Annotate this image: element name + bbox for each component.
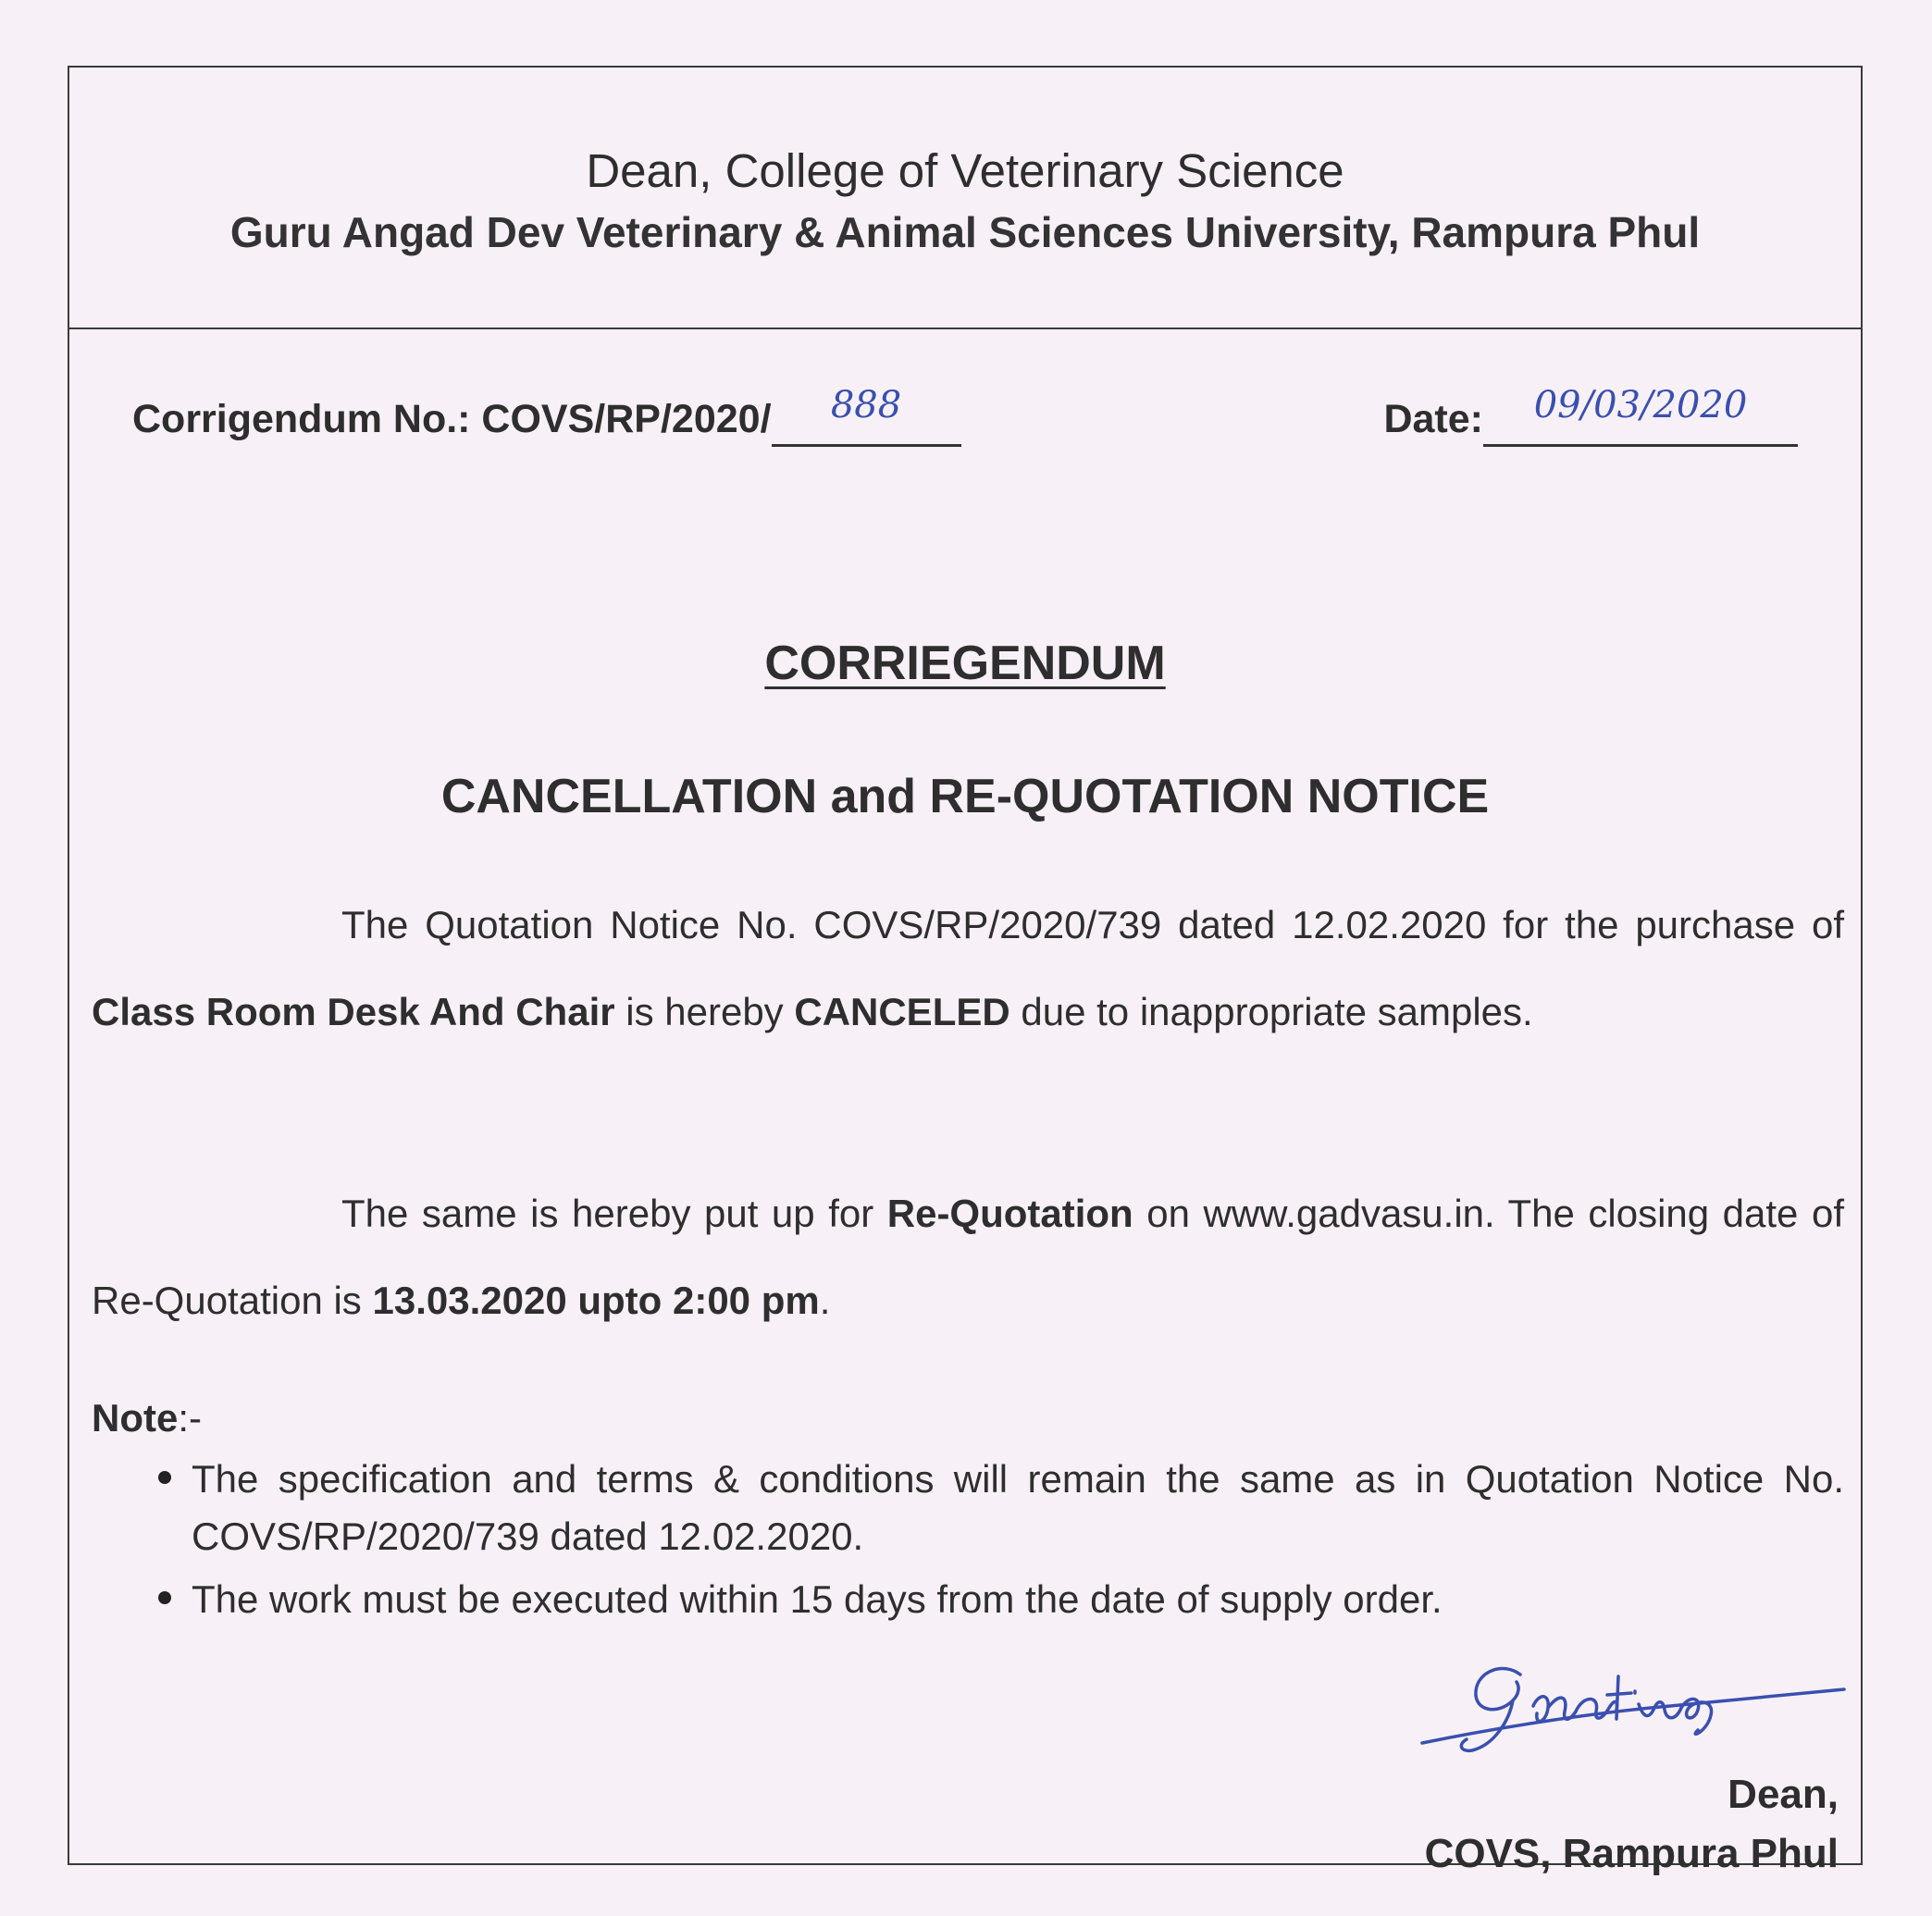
letterhead [69, 68, 1861, 329]
date-reference [1383, 384, 1798, 447]
cancellation-paragraph [92, 882, 1844, 1056]
letterhead-university: Guru Angad Dev Veterinary & Animal Sciences University, Rampura Phul [229, 208, 1701, 256]
notice-heading: CANCELLATION and RE-QUOTATION NOTICE [440, 770, 1490, 823]
corrigendum-number-field [772, 384, 961, 447]
corrigendum-heading-text: CORRIEGENDUM [764, 637, 1166, 690]
list-item [92, 1571, 1844, 1628]
p2-text-3: . [819, 1279, 831, 1322]
signatory-title: Dean, [1728, 1772, 1839, 1817]
note-item-text: The specification and terms & conditions will remain the same as in Quotation Notice No. COVS/RP/2020/739 dated 12.02.2020. [192, 1457, 1844, 1558]
p1-text-1: The Quotation Notice No. COVS/RP/2020/739 dated 12.02.2020 for the purchase of [341, 903, 1844, 946]
date-field [1483, 384, 1798, 447]
handwritten-signature [1420, 1654, 1846, 1779]
date-handwritten: 09/03/2020 [1533, 384, 1748, 426]
corrigendum-heading [69, 634, 1861, 693]
p1-text-2: is hereby [614, 990, 795, 1033]
p2-text-2: on www.gadvasu.in. The closing date of Re-Quotation is [92, 1192, 1844, 1322]
p1-text-3: due to inappropriate samples. [1009, 990, 1533, 1033]
note-heading [92, 1392, 202, 1444]
p1-status: CANCELED [794, 990, 1010, 1033]
bullet-icon [158, 1591, 171, 1604]
p2-text-1: The same is hereby put up for [341, 1192, 887, 1235]
p2-requotation: Re-Quotation [886, 1192, 1133, 1235]
p2-closing-date: 13.03.2020 upto 2:00 pm [372, 1279, 820, 1322]
corrigendum-number-label: Corrigendum No.: COVS/RP/2020/ [132, 397, 772, 441]
date-label: Date: [1383, 397, 1483, 441]
document-frame [68, 66, 1863, 1876]
corrigendum-number-handwritten: 888 [830, 384, 902, 426]
note-list [92, 1451, 1844, 1634]
signatory-block [1425, 1765, 1839, 1884]
p1-item-name: Class Room Desk And Chair [92, 990, 615, 1033]
note-suffix: :- [178, 1396, 202, 1440]
bullet-icon [158, 1471, 171, 1484]
note-item-text: The work must be executed within 15 days from the date of supply order. [192, 1577, 1443, 1621]
note-label: Note [92, 1396, 179, 1440]
requotation-paragraph [92, 1170, 1844, 1344]
letterhead-title: Dean, College of Veterinary Science [586, 144, 1344, 197]
list-item [92, 1451, 1844, 1565]
signatory-office: COVS, Rampura Phul [1424, 1831, 1839, 1876]
corrigendum-reference [132, 384, 961, 447]
